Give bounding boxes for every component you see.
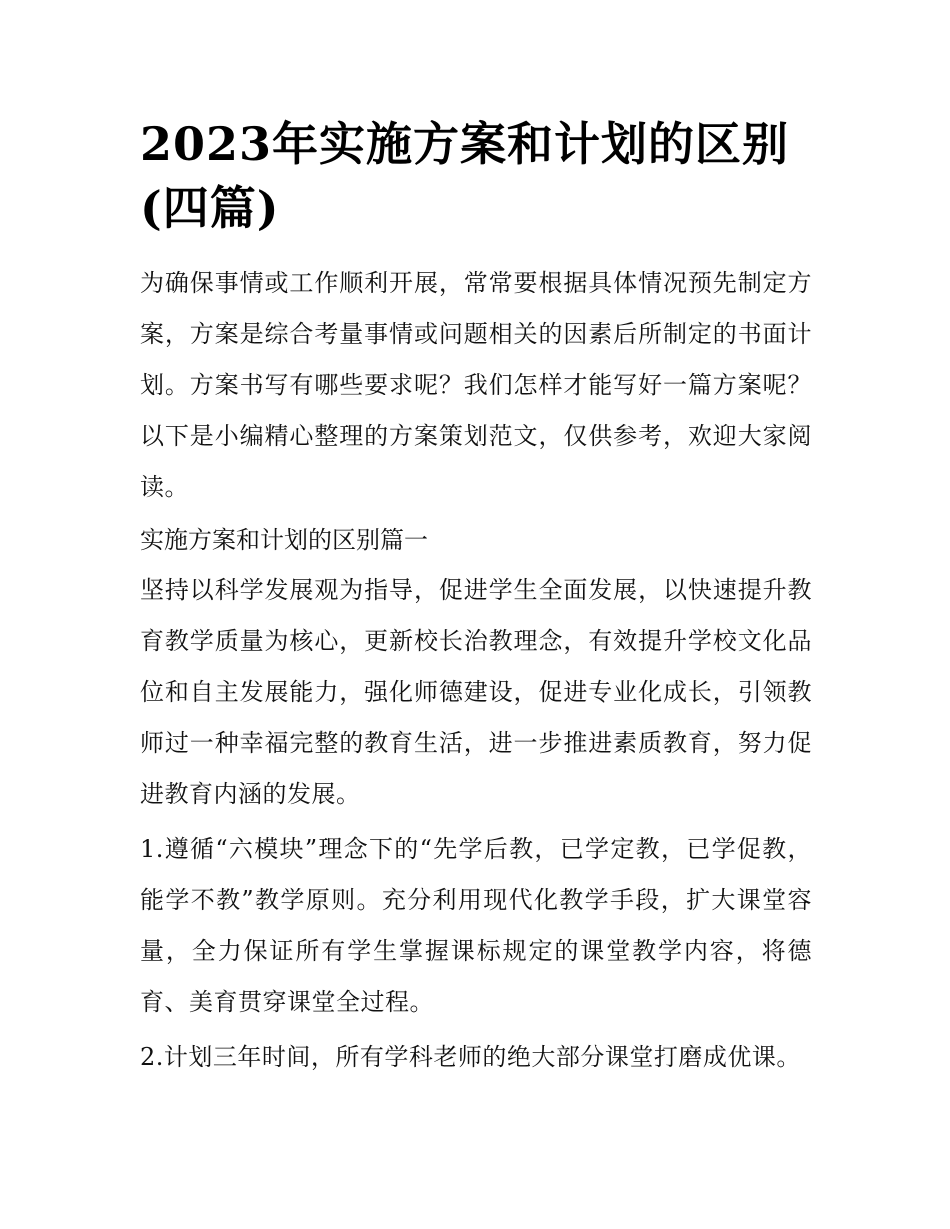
body-paragraph: 2.计划三年时间，所有学科老师的绝大部分课堂打磨成优课。 <box>140 1043 801 1071</box>
body-paragraph: 坚持以科学发展观为指导，促进学生全面发展，以快速提升教育教学质量为核心，更新校长治教理念，有效提升学校文化品位和自主发展能力，强化师德建设，促进专业化成长，引领教师过一种幸福完整的教育生活，进一步推进素质教育，努力促进教育内涵的发展。 <box>140 576 812 808</box>
body-paragraph: 1.遵循“六模块”理念下的“先学后教，已学定教，已学促教，能学不教”教学原则。充分利用现代化教学手段，扩大课堂容量，全力保证所有学生掌握课标规定的课堂教学内容，将德育、美育贯穿课堂全过程。 <box>140 835 812 1016</box>
document-page <box>140 112 812 1087</box>
document-title: 2023年实施方案和计划的区别(四篇) <box>140 117 790 235</box>
intro-paragraph: 为确保事情或工作顺利开展，常常要根据具体情况预先制定方案，方案是综合考量事情或问题相关的因素后所制定的书面计划。方案书写有哪些要求呢？我们怎样才能写好一篇方案呢？以下是小编精心整理的方案策划范文，仅供参考，欢迎大家阅读。 <box>140 269 812 501</box>
section-heading: 实施方案和计划的区别篇一 <box>140 526 428 554</box>
